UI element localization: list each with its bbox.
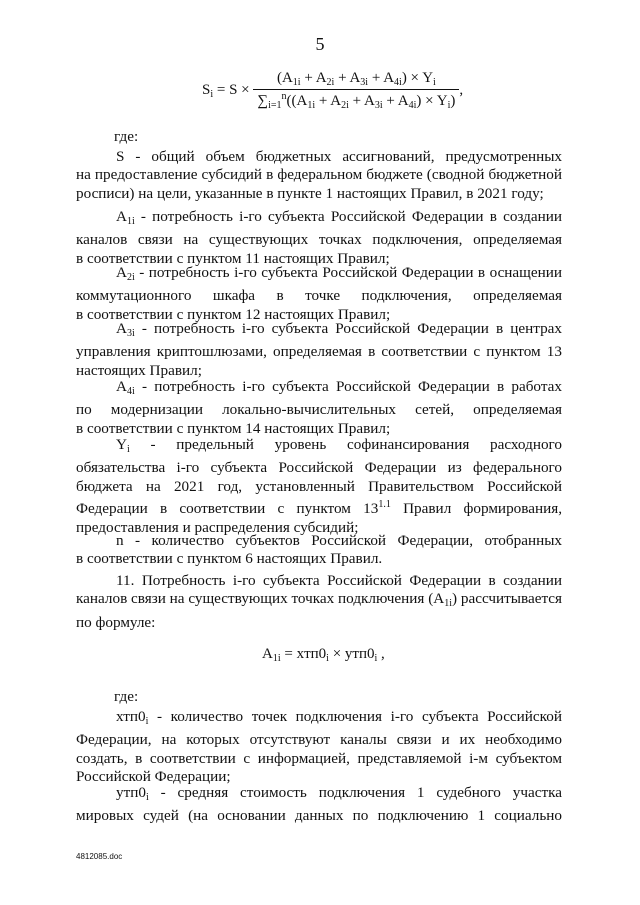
- definition-n: n - количество субъектов Российской Федерации, отобранных в соответствии с пунктом 6 настоящих Правил.: [76, 532, 562, 568]
- document-footer: 4812085.doc: [76, 852, 123, 861]
- formula-si: $S_i = S$ × $\frac{(A_{1i} + A_{2i} + A_{3i} + A_{4i}) \times Y_i}{\sum_{i=1}^n((A_{1i} + A_{2i} + A_{3i} + A_{4i}) \times Y_i)}$ ,: [202, 70, 464, 111]
- formula-a1: $A_{1i} = xтп0_i \times утп0_i$ ,: [262, 646, 385, 664]
- definition-ytp: $утп0_i$ - средняя стоимость подключения 1 судебного участка мировых судей (на основании данных по подключению 1 социально: [76, 784, 562, 825]
- definition-y: $Y_i$ - предельный уровень софинансирования расходного обязательства i-го субъекта Российской Федерации из федерального бюджета на 2021 год, установленный Правительством Российской Федерации в соответствии с пунктом $13^{1.1}$ Правил формирования, предоставления и распределения субсидий;: [76, 436, 562, 536]
- definition-xtp: $хтп0_i$ - количество точек подключения i-го субъекта Российской Федерации, на которых отсутствуют каналы связи и их необходимо создать, в соответствии с информацией, представляемой i-м субъектом Российской Федерации;: [76, 708, 562, 786]
- definition-a2: $A_{2i}$ - потребность i-го субъекта Российской Федерации в оснащении коммутационного шкафа в точке подключения, определяемая в соответствии с пунктом 12 настоящих Правил;: [76, 264, 562, 323]
- page-number: 5: [315, 34, 325, 54]
- definition-a3: $A_{3i}$ - потребность i-го субъекта Российской Федерации в центрах управления криптошлюзами, определяемая в соответствии с пунктом 13 настоящих Правил;: [76, 320, 562, 379]
- definition-a4: $A_{4i}$ - потребность i-го субъекта Российской Федерации в работах по модернизации локально-вычислительных сетей, определяемая в соответствии с пунктом 14 настоящих Правил;: [76, 378, 562, 437]
- paragraph-11: 11. Потребность i-го субъекта Российской Федерации в создании каналов связи на существующих точках подключения $(A_{1i})$ рассчитывается по формуле:: [76, 572, 562, 631]
- where-label-2: где:: [114, 688, 139, 705]
- definition-s: S - общий объем бюджетных ассигнований, предусмотренных на предоставление субсидий в федеральном бюджете (сводной бюджетной росписи) на цели, указанные в пункте 1 настоящих Правил, в 2021 году;: [76, 148, 562, 202]
- where-label-1: где:: [114, 128, 139, 145]
- definition-a1: $A_{1i}$ - потребность i-го субъекта Российской Федерации в создании каналов связи на существующих точках подключения, определяемая в соответствии с пунктом 11 настоящих Правил;: [76, 208, 562, 267]
